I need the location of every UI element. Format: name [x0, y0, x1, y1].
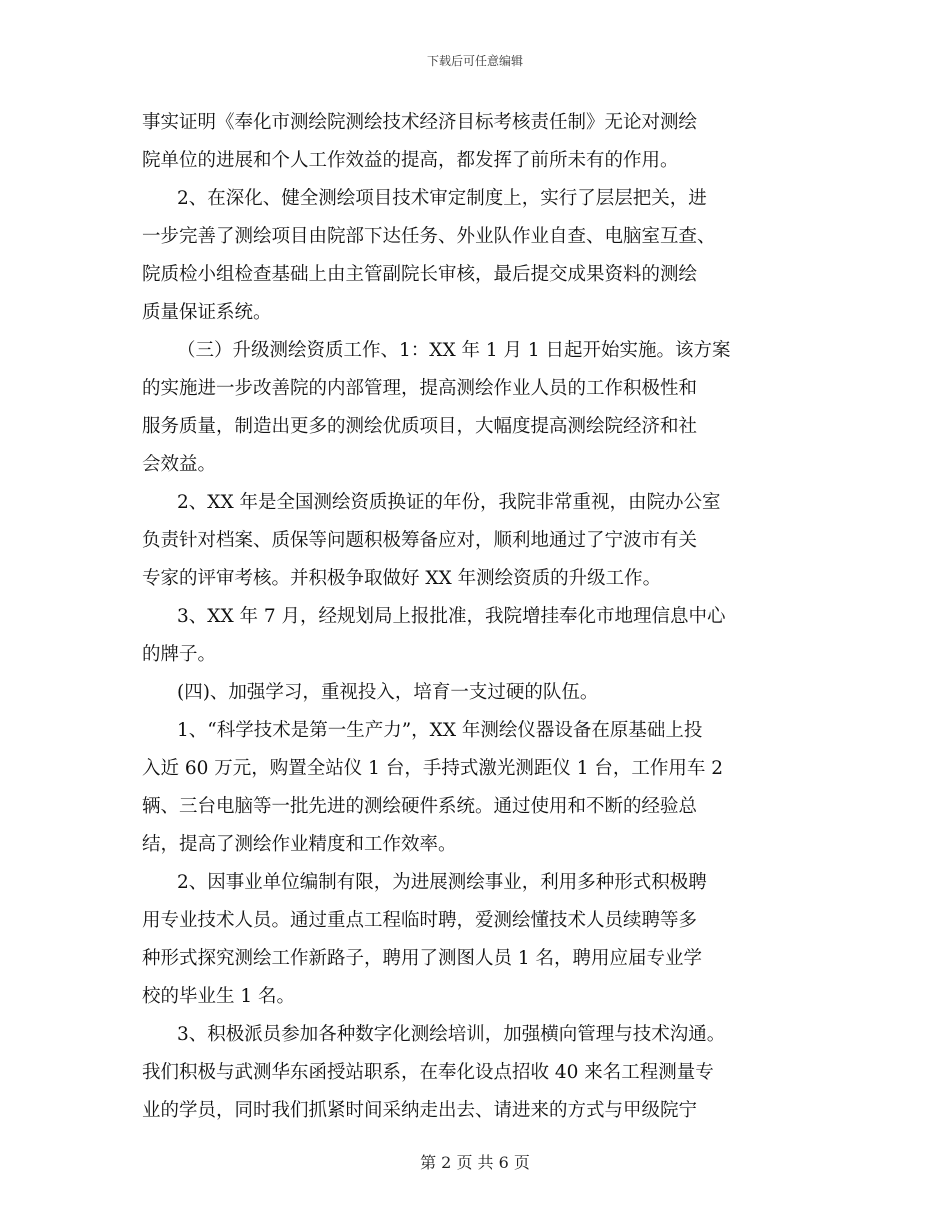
text-line: 结，提高了测绘作业精度和工作效率。	[142, 834, 457, 855]
page-header: 下载后可任意编辑	[426, 54, 523, 68]
paragraph-first-line: （三）升级测绘资质工作、1：XX 年 1 月 1 日起开始实施。该方案	[177, 340, 731, 361]
text-line: 的实施进一步改善院的内部管理，提高测绘作业人员的工作积极性和	[142, 378, 698, 399]
text-line: 服务质量，制造出更多的测绘优质项目，大幅度提高测绘院经济和社	[142, 416, 698, 437]
text-line: 事实证明《奉化市测绘院测绘技术经济目标考核责任制》无论对测绘	[142, 112, 698, 133]
text-line: 业的学员，同时我们抓紧时间采纳走出去、请进来的方式与甲级院宁	[142, 1100, 698, 1121]
document-body	[142, 104, 822, 1130]
text-line: 校的毕业生 1 名。	[142, 986, 296, 1007]
text-line: 院单位的进展和个人工作效益的提高，都发挥了前所未有的作用。	[142, 150, 679, 171]
paragraph-first-line: 2、XX 年是全国测绘资质换证的年份，我院非常重视，由院办公室	[177, 492, 721, 513]
paragraph-first-line: 2、在深化、健全测绘项目技术审定制度上，实行了层层把关，进	[177, 188, 707, 209]
text-line: 院质检小组检查基础上由主管副院长审核，最后提交成果资料的测绘	[142, 264, 698, 285]
text-line: 专家的评审考核。并积极争取做好 XX 年测绘资质的升级工作。	[142, 568, 662, 589]
text-line: 负责针对档案、质保等问题积极筹备应对，顺利地通过了宁波市有关	[142, 530, 698, 551]
paragraph-first-line: 3、积极派员参加各种数字化测绘培训，加强横向管理与技术沟通。	[177, 1024, 726, 1045]
paragraph-first-line: 2、因事业单位编制有限，为进展测绘事业，利用多种形式积极聘	[177, 872, 707, 893]
text-line: 我们积极与武测华东函授站职系，在奉化设点招收 40 来名工程测量专	[142, 1062, 714, 1083]
page-footer: 第 2 页 共 6 页	[420, 1153, 530, 1172]
text-line: 入近 60 万元，购置全站仪 1 台，手持式激光测距仪 1 台，工作用车 2	[142, 758, 724, 779]
text-line: 的牌子。	[142, 644, 217, 665]
paragraph-first-line: (四)、加强学习，重视投入，培育一支过硬的队伍。	[177, 682, 599, 703]
text-line: 种形式探究测绘工作新路子，聘用了测图人员 1 名，聘用应届专业学	[142, 948, 703, 969]
text-line: 质量保证系统。	[142, 302, 272, 323]
text-line: 一步完善了测绘项目由院部下达任务、外业队作业自查、电脑室互查、	[142, 226, 716, 247]
paragraph-first-line: 1、“科学技术是第一生产力”，XX 年测绘仪器设备在原基础上投	[177, 720, 703, 741]
text-line: 会效益。	[142, 454, 217, 475]
text-line: 用专业技术人员。通过重点工程临时聘，爱测绘懂技术人员续聘等多	[142, 910, 698, 931]
text-line: 辆、三台电脑等一批先进的测绘硬件系统。通过使用和不断的经验总	[142, 796, 698, 817]
paragraph-first-line: 3、XX 年 7 月，经规划局上报批准，我院增挂奉化市地理信息中心	[177, 606, 726, 627]
